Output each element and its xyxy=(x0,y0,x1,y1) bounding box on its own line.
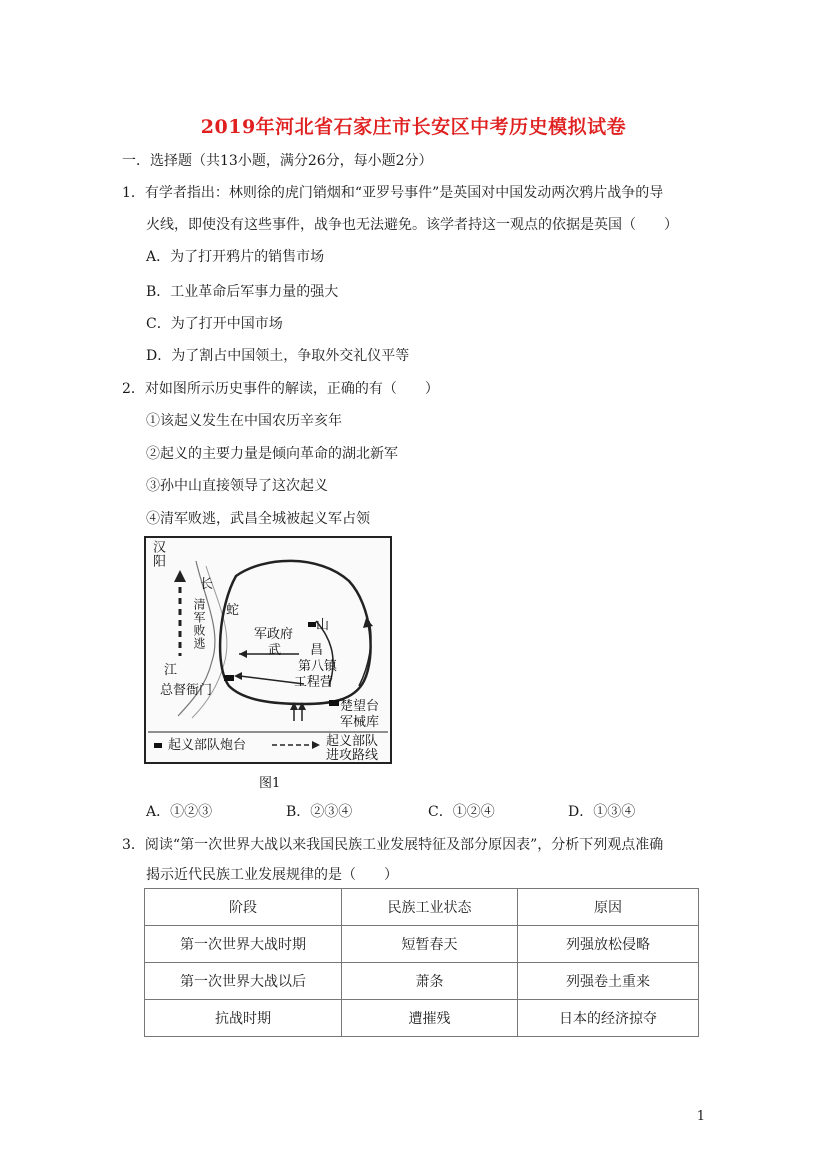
label-dibazhen: 第八镇 xyxy=(298,659,338,674)
q1-option-a[interactable]: A．为了打开鸦片的销售市场 xyxy=(146,249,325,265)
table-cell: 阶段 xyxy=(145,889,342,926)
label-shan: 山 xyxy=(316,618,330,633)
q1-stem-line2: 火线，即使没有这些事件，战争也无法避免。该学者持这一观点的依据是英国（ ） xyxy=(146,217,678,233)
q2-option-c[interactable]: C．①②④ xyxy=(428,804,495,820)
industry-table xyxy=(144,888,699,1037)
label-qingjun: 清军败逃 xyxy=(192,598,206,650)
table-cell: 列强卷土重来 xyxy=(518,963,699,1000)
q1-stem-line1: 1．有学者指出：林则徐的虎门销烟和“亚罗号事件”是英国对中国发动两次鸦片战争的导 xyxy=(122,185,664,201)
table-header-row xyxy=(145,889,699,926)
q2-stem: 2．对如图所示历史事件的解读，正确的有（ ） xyxy=(122,381,439,397)
table-row xyxy=(145,926,699,963)
table-cell: 第一次世界大战时期 xyxy=(145,926,342,963)
exam-title: 2019年河北省石家庄市长安区中考历史模拟试卷 xyxy=(200,116,627,138)
table-cell: 列强放松侵略 xyxy=(518,926,699,963)
table-cell: 短暂春天 xyxy=(342,926,518,963)
table-cell: 日本的经济掠夺 xyxy=(518,1000,699,1037)
label-junzhengfu: 军政府 xyxy=(254,627,294,642)
q1-option-d[interactable]: D．为了割占中国领土，争取外交礼仪平等 xyxy=(146,348,410,364)
q2-statement-1: ①该起义发生在中国农历辛亥年 xyxy=(146,413,342,429)
figure-caption: 图1 xyxy=(259,776,281,791)
section-heading: 一．选择题（共13小题，满分26分，每小题2分） xyxy=(122,153,433,169)
legend-paotai: 起义部队炮台 xyxy=(168,738,247,753)
label-chuwangtai: 楚望台 xyxy=(340,699,380,714)
label-jiang: 江 xyxy=(164,663,178,678)
legend-route-line2: 进攻路线 xyxy=(326,748,379,763)
label-chang2: 昌 xyxy=(310,643,324,658)
label-she: 蛇 xyxy=(226,603,240,618)
table-cell: 抗战时期 xyxy=(145,1000,342,1037)
label-gongchengying: 工程营 xyxy=(294,675,334,690)
q3-stem-line2: 揭示近代民族工业发展规律的是（ ） xyxy=(146,867,398,883)
table-cell: 原因 xyxy=(518,889,699,926)
q2-option-b[interactable]: B．②③④ xyxy=(286,804,353,820)
wuchang-uprising-map xyxy=(144,536,396,768)
table-row xyxy=(145,1000,699,1037)
table-row xyxy=(145,963,699,1000)
label-wu: 武 xyxy=(268,643,282,658)
label-chang: 长 xyxy=(200,577,214,592)
table-cell: 遭摧残 xyxy=(342,1000,518,1037)
label-hanyang: 汉阳 xyxy=(150,540,165,568)
q2-option-d[interactable]: D．①③④ xyxy=(568,804,636,820)
label-zongdu: 总督衙门 xyxy=(160,683,213,698)
legend-route-line1: 起义部队 xyxy=(326,734,379,749)
q2-option-a[interactable]: A．①②③ xyxy=(146,804,213,820)
table-cell: 民族工业状态 xyxy=(342,889,518,926)
q1-option-c[interactable]: C．为了打开中国市场 xyxy=(146,316,283,332)
label-junxieku: 军械库 xyxy=(340,715,380,730)
table-cell: 第一次世界大战以后 xyxy=(145,963,342,1000)
table-cell: 萧条 xyxy=(342,963,518,1000)
q1-option-b[interactable]: B．工业革命后军事力量的强大 xyxy=(146,284,339,300)
q2-statement-2: ②起义的主要力量是倾向革命的湖北新军 xyxy=(146,446,398,462)
page-number: 1 xyxy=(696,1109,705,1124)
q2-statement-4: ④清军败逃，武昌全城被起义军占领 xyxy=(146,511,370,527)
q3-stem-line1: 3．阅读“第一次世界大战以来我国民族工业发展特征及部分原因表”，分析下列观点准确 xyxy=(122,837,664,853)
q2-statement-3: ③孙中山直接领导了这次起义 xyxy=(146,478,328,494)
